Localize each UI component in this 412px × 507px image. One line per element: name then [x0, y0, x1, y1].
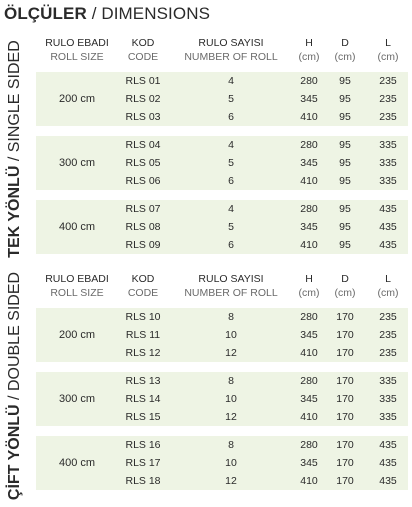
length-cell: 335: [379, 375, 397, 387]
depth-cell: 95: [339, 221, 351, 233]
roll-count-cell: 5: [228, 221, 234, 233]
size-group: [36, 200, 408, 254]
height-cell: 345: [300, 329, 318, 341]
length-cell: 435: [379, 475, 397, 487]
height-cell: 345: [300, 157, 318, 169]
code-cell: RLS 09: [125, 239, 161, 251]
length-cell: 335: [379, 175, 397, 187]
depth-cell: 170: [336, 347, 354, 359]
height-cell: 280: [300, 75, 318, 87]
table-row: [36, 218, 408, 236]
code-cell: RLS 10: [125, 311, 161, 323]
double-label-bold: ÇİFT YÖNLÜ: [6, 404, 23, 501]
code-cell: RLS 11: [125, 329, 161, 341]
roll-size-value: 300 cm: [58, 393, 96, 405]
roll-count-cell: 10: [225, 329, 237, 341]
length-cell: 435: [379, 239, 397, 251]
header-number-of-roll: RULO SAYISI NUMBER OF ROLL: [184, 273, 278, 299]
height-cell: 410: [300, 411, 318, 423]
depth-cell: 95: [339, 175, 351, 187]
height-cell: 410: [300, 239, 318, 251]
height-cell: 345: [300, 393, 318, 405]
roll-count-cell: 6: [228, 239, 234, 251]
roll-count-cell: 4: [228, 139, 234, 151]
title-light: / DIMENSIONS: [86, 4, 211, 23]
single-label-light: / SINGLE SIDED: [6, 40, 23, 166]
table-row: [36, 308, 408, 326]
roll-count-cell: 10: [225, 393, 237, 405]
code-cell: RLS 18: [125, 475, 161, 487]
code-cell: RLS 01: [125, 75, 161, 87]
table-row: [36, 390, 408, 408]
depth-cell: 95: [339, 203, 351, 215]
size-group: [36, 436, 408, 490]
roll-count-cell: 6: [228, 111, 234, 123]
length-cell: 335: [379, 411, 397, 423]
code-cell: RLS 17: [125, 457, 161, 469]
header-depth: D (cm): [334, 273, 356, 299]
size-group: [36, 72, 408, 126]
table-header: [36, 36, 408, 66]
depth-cell: 170: [336, 393, 354, 405]
header-height: H (cm): [298, 37, 320, 63]
roll-count-cell: 6: [228, 175, 234, 187]
depth-cell: 170: [336, 475, 354, 487]
roll-size-value: 400 cm: [58, 221, 96, 233]
table-row: [36, 326, 408, 344]
depth-cell: 170: [336, 311, 354, 323]
table-row: [36, 408, 408, 426]
header-code: KOD CODE: [127, 37, 159, 63]
height-cell: 280: [300, 375, 318, 387]
roll-count-cell: 4: [228, 75, 234, 87]
depth-cell: 170: [336, 411, 354, 423]
height-cell: 345: [300, 221, 318, 233]
double-sided-table: [36, 272, 408, 500]
single-sided-table: [36, 36, 408, 264]
height-cell: 280: [300, 203, 318, 215]
depth-cell: 95: [339, 93, 351, 105]
table-row: [36, 372, 408, 390]
height-cell: 410: [300, 347, 318, 359]
code-cell: RLS 04: [125, 139, 161, 151]
header-roll-size: RULO EBADI ROLL SIZE: [45, 37, 109, 63]
roll-size-value: 300 cm: [58, 157, 96, 169]
length-cell: 435: [379, 203, 397, 215]
length-cell: 335: [379, 157, 397, 169]
double-label-light: / DOUBLE SIDED: [6, 271, 23, 405]
table-header: [36, 272, 408, 302]
table-row: [36, 436, 408, 454]
table-row: [36, 454, 408, 472]
height-cell: 345: [300, 93, 318, 105]
roll-count-cell: 12: [225, 475, 237, 487]
header-height: H (cm): [298, 273, 320, 299]
title-bold: ÖLÇÜLER: [4, 4, 87, 23]
height-cell: 280: [300, 311, 318, 323]
table-row: [36, 472, 408, 490]
length-cell: 335: [379, 393, 397, 405]
roll-count-cell: 12: [225, 411, 237, 423]
header-roll-size: RULO EBADI ROLL SIZE: [45, 273, 109, 299]
roll-count-cell: 4: [228, 203, 234, 215]
depth-cell: 170: [336, 329, 354, 341]
roll-count-cell: 5: [228, 93, 234, 105]
table-row: [36, 154, 408, 172]
roll-count-cell: 8: [228, 311, 234, 323]
length-cell: 235: [379, 75, 397, 87]
depth-cell: 170: [336, 457, 354, 469]
height-cell: 280: [300, 139, 318, 151]
roll-count-cell: 12: [225, 347, 237, 359]
length-cell: 235: [379, 311, 397, 323]
length-cell: 235: [379, 347, 397, 359]
code-cell: RLS 02: [125, 93, 161, 105]
table-row: [36, 136, 408, 154]
length-cell: 435: [379, 221, 397, 233]
code-cell: RLS 16: [125, 439, 161, 451]
size-group: [36, 136, 408, 190]
code-cell: RLS 15: [125, 411, 161, 423]
height-cell: 410: [300, 175, 318, 187]
height-cell: 410: [300, 111, 318, 123]
table-row: [36, 90, 408, 108]
table-row: [36, 200, 408, 218]
roll-size-value: 400 cm: [58, 457, 96, 469]
table-row: [36, 72, 408, 90]
code-cell: RLS 06: [125, 175, 161, 187]
table-row: [36, 236, 408, 254]
roll-size-value: 200 cm: [58, 93, 96, 105]
roll-count-cell: 5: [228, 157, 234, 169]
code-cell: RLS 14: [125, 393, 161, 405]
depth-cell: 95: [339, 139, 351, 151]
size-group: [36, 308, 408, 362]
code-cell: RLS 05: [125, 157, 161, 169]
code-cell: RLS 08: [125, 221, 161, 233]
header-depth: D (cm): [334, 37, 356, 63]
table-row: [36, 344, 408, 362]
length-cell: 235: [379, 111, 397, 123]
depth-cell: 95: [339, 239, 351, 251]
roll-count-cell: 8: [228, 439, 234, 451]
length-cell: 435: [379, 457, 397, 469]
length-cell: 435: [379, 439, 397, 451]
single-label-bold: TEK YÖNLÜ: [6, 165, 23, 258]
roll-count-cell: 10: [225, 457, 237, 469]
code-cell: RLS 12: [125, 347, 161, 359]
height-cell: 280: [300, 439, 318, 451]
code-cell: RLS 07: [125, 203, 161, 215]
size-group: [36, 372, 408, 426]
table-row: [36, 172, 408, 190]
page-title: [4, 4, 210, 24]
depth-cell: 95: [339, 157, 351, 169]
header-length: L (cm): [377, 273, 399, 299]
header-number-of-roll: RULO SAYISI NUMBER OF ROLL: [184, 37, 278, 63]
depth-cell: 95: [339, 75, 351, 87]
roll-count-cell: 8: [228, 375, 234, 387]
length-cell: 235: [379, 329, 397, 341]
table-row: [36, 108, 408, 126]
double-sided-label: [0, 268, 30, 504]
header-length: L (cm): [377, 37, 399, 63]
roll-size-value: 200 cm: [58, 329, 96, 341]
depth-cell: 170: [336, 439, 354, 451]
height-cell: 345: [300, 457, 318, 469]
depth-cell: 95: [339, 111, 351, 123]
length-cell: 335: [379, 139, 397, 151]
code-cell: RLS 13: [125, 375, 161, 387]
length-cell: 235: [379, 93, 397, 105]
code-cell: RLS 03: [125, 111, 161, 123]
depth-cell: 170: [336, 375, 354, 387]
header-code: KOD CODE: [127, 273, 159, 299]
single-sided-label: [0, 34, 30, 264]
height-cell: 410: [300, 475, 318, 487]
